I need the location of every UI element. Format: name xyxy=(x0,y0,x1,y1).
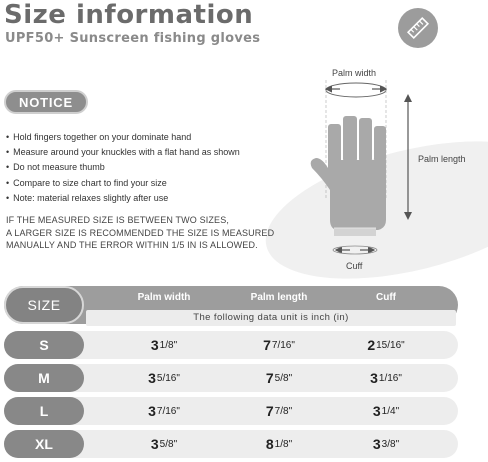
size-label: XL xyxy=(4,430,84,458)
value-fraction: 7/16" xyxy=(156,405,180,417)
value-whole: 3 xyxy=(148,403,156,419)
glove-diagram xyxy=(300,60,480,285)
value-fraction: 7/8" xyxy=(274,405,293,417)
value-fraction: 5/8" xyxy=(274,372,293,384)
notice-item: • Do not measure thumb xyxy=(6,160,240,175)
value-fraction: 1/8" xyxy=(159,339,178,351)
warning-line: A LARGER SIZE IS RECOMMENDED THE SIZE IS MEASURED xyxy=(6,227,275,238)
palm-width-value xyxy=(114,430,214,458)
ruler-icon xyxy=(398,8,438,48)
table-row xyxy=(4,397,458,425)
value-whole: 3 xyxy=(148,370,156,386)
palm-width-label: Palm width xyxy=(332,68,377,78)
notice-list xyxy=(6,130,240,206)
notice-item: • Compare to size chart to find your size xyxy=(6,176,240,191)
ruler-badge xyxy=(398,8,438,48)
notice-item: • Measure around your knuckles with a flat hand as shown xyxy=(6,145,240,160)
table-row xyxy=(4,331,458,359)
value-fraction: 7/16" xyxy=(271,339,295,351)
size-label: L xyxy=(4,397,84,425)
value-whole: 3 xyxy=(150,337,159,353)
value-whole: 8 xyxy=(265,436,274,452)
palm-length-label: Palm length xyxy=(418,154,466,164)
value-fraction: 5/16" xyxy=(156,372,180,384)
size-column-header: SIZE xyxy=(4,286,84,324)
size-label: S xyxy=(4,331,84,359)
value-fraction: 15/16" xyxy=(376,339,405,351)
unit-note: The following data unit is inch (in) xyxy=(86,310,456,326)
cuff-value xyxy=(336,430,436,458)
notice-label: NOTICE xyxy=(4,90,88,114)
value-whole: 3 xyxy=(150,436,159,452)
page-title: Size information xyxy=(4,0,254,30)
glove-illustration xyxy=(300,60,480,280)
value-whole: 3 xyxy=(372,403,381,419)
size-warning xyxy=(6,214,296,252)
column-header-cuff: Cuff xyxy=(376,292,396,303)
palm-width-value xyxy=(114,397,214,425)
cuff-label: Cuff xyxy=(346,261,363,271)
value-whole: 3 xyxy=(372,436,381,452)
value-whole: 7 xyxy=(263,337,271,353)
notice-item: • Hold fingers together on your dominate hand xyxy=(6,130,240,145)
value-fraction: 1/16" xyxy=(378,372,402,384)
palm-length-value xyxy=(229,430,329,458)
column-header-palm-width: Palm width xyxy=(137,292,191,303)
cuff-value xyxy=(336,397,436,425)
warning-line: MANUALLY AND THE ERROR WITHIN 1/5 IN IS ALLOWED. xyxy=(6,240,258,251)
value-fraction: 1/8" xyxy=(274,438,293,450)
value-whole: 7 xyxy=(265,403,274,419)
value-whole: 2 xyxy=(367,337,376,353)
palm-width-value xyxy=(114,331,214,359)
size-label: M xyxy=(4,364,84,392)
value-fraction: 3/8" xyxy=(381,438,400,450)
size-table-header xyxy=(4,286,458,324)
page-subtitle: UPF50+ Sunscreen fishing gloves xyxy=(5,31,261,46)
palm-length-value xyxy=(229,397,329,425)
cuff-value xyxy=(336,331,436,359)
value-fraction: 1/4" xyxy=(381,405,400,417)
value-whole: 7 xyxy=(265,370,274,386)
warning-line: IF THE MEASURED SIZE IS BETWEEN TWO SIZES, xyxy=(6,215,229,225)
table-row xyxy=(4,430,458,458)
value-whole: 3 xyxy=(370,370,378,386)
value-fraction: 5/8" xyxy=(159,438,178,450)
table-row xyxy=(4,364,458,392)
cuff-value xyxy=(336,364,436,392)
palm-length-value xyxy=(229,331,329,359)
palm-width-value xyxy=(114,364,214,392)
palm-length-value xyxy=(229,364,329,392)
column-header-palm-length: Palm length xyxy=(250,292,308,303)
notice-item: • Note: material relaxes slightly after use xyxy=(6,191,240,206)
